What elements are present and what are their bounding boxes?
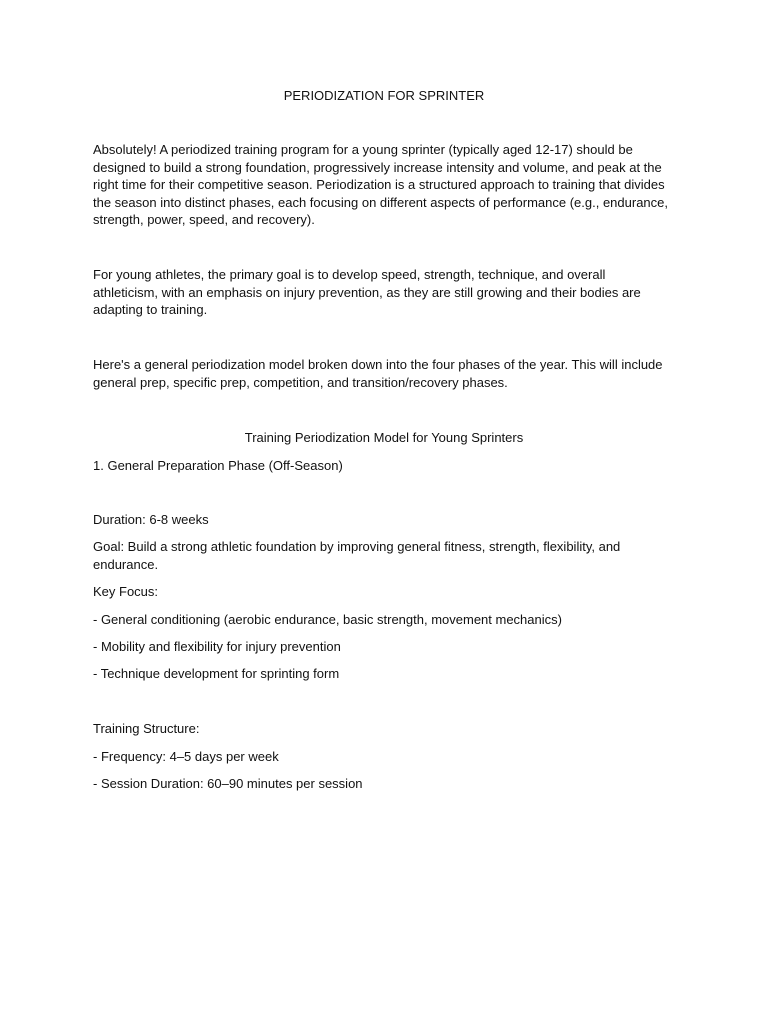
intro-paragraph-3: Here's a general periodization model broken down into the four phases of the year. This will include general prep, specific prep, competition, and transition/recovery phases. bbox=[93, 357, 663, 390]
model-heading: Training Periodization Model for Young Sprinters bbox=[244, 430, 524, 445]
intro-paragraph-1: Absolutely! A periodized training program for a young sprinter (typically aged 12-17) should be designed to build a strong foundation, progressively increase intensity and volume, and peak at the right time for their competitive season. Periodization is a structured approach to training that divides the season into distinct phases, each focusing on different aspects of performance (e.g., endurance, strength, power, speed, and recovery). bbox=[93, 142, 669, 228]
list-item: - Technique development for sprinting form bbox=[93, 666, 340, 681]
key-focus-label: Key Focus: bbox=[93, 584, 159, 599]
training-structure-label: Training Structure: bbox=[93, 721, 200, 736]
list-item: - Frequency: 4–5 days per week bbox=[93, 749, 279, 764]
phase-heading: 1. General Preparation Phase (Off-Season) bbox=[93, 458, 343, 473]
phase-goal: Goal: Build a strong athletic foundation by improving general fitness, strength, flexibility, and endurance. bbox=[93, 539, 621, 572]
list-item: - Session Duration: 60–90 minutes per session bbox=[93, 776, 363, 791]
list-item: - General conditioning (aerobic endurance, basic strength, movement mechanics) bbox=[93, 612, 562, 627]
document-title: PERIODIZATION FOR SPRINTER bbox=[283, 88, 485, 103]
phase-duration: Duration: 6-8 weeks bbox=[93, 512, 209, 527]
list-item: - Mobility and flexibility for injury prevention bbox=[93, 639, 341, 654]
intro-paragraph-2: For young athletes, the primary goal is to develop speed, strength, technique, and overall athleticism, with an emphasis on injury prevention, as they are still growing and their bodies are adapting to training. bbox=[93, 267, 641, 318]
